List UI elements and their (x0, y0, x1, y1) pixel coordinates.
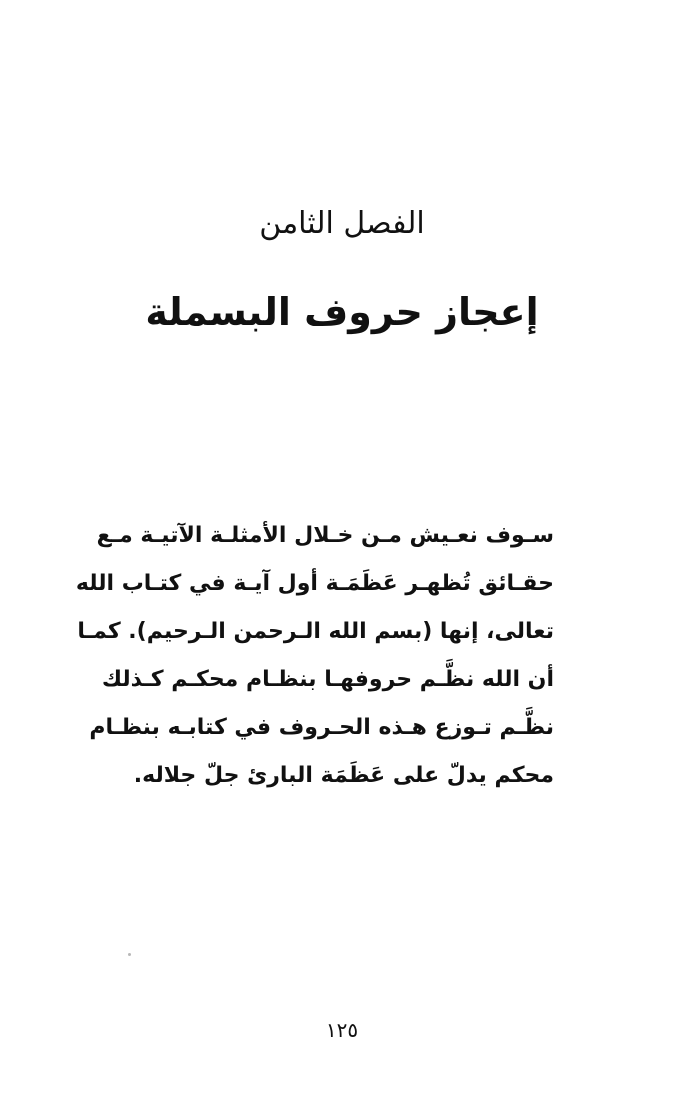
scan-speck (128, 953, 131, 956)
chapter-title: إعجاز حروف البسملة (145, 290, 539, 334)
body-paragraph (75, 512, 554, 800)
body-line: تعالى، إنها (بسم الله الـرحمن الـرحيم). كمـا (77, 619, 554, 644)
body-line: أن الله نظَّـم حروفهـا بنظـام محكـم كـذلك (101, 667, 554, 692)
body-line: محكم يدلّ على عَظَمَة البارئ جلّ جلاله. (133, 763, 554, 788)
body-line: حقـائق تُظهـر عَظَمَـة أول آيـة في كتـاب الله (75, 571, 554, 596)
chapter-label: الفصل الثامن (259, 206, 425, 241)
body-line: نظَّـم تـوزع هـذه الحـروف في كتابـه بنظـام (89, 715, 554, 740)
body-line: سـوف نعـيش مـن خـلال الأمثلـة الآتيـة مـع (96, 523, 554, 548)
page-number: ١٢٥ (325, 1018, 359, 1042)
